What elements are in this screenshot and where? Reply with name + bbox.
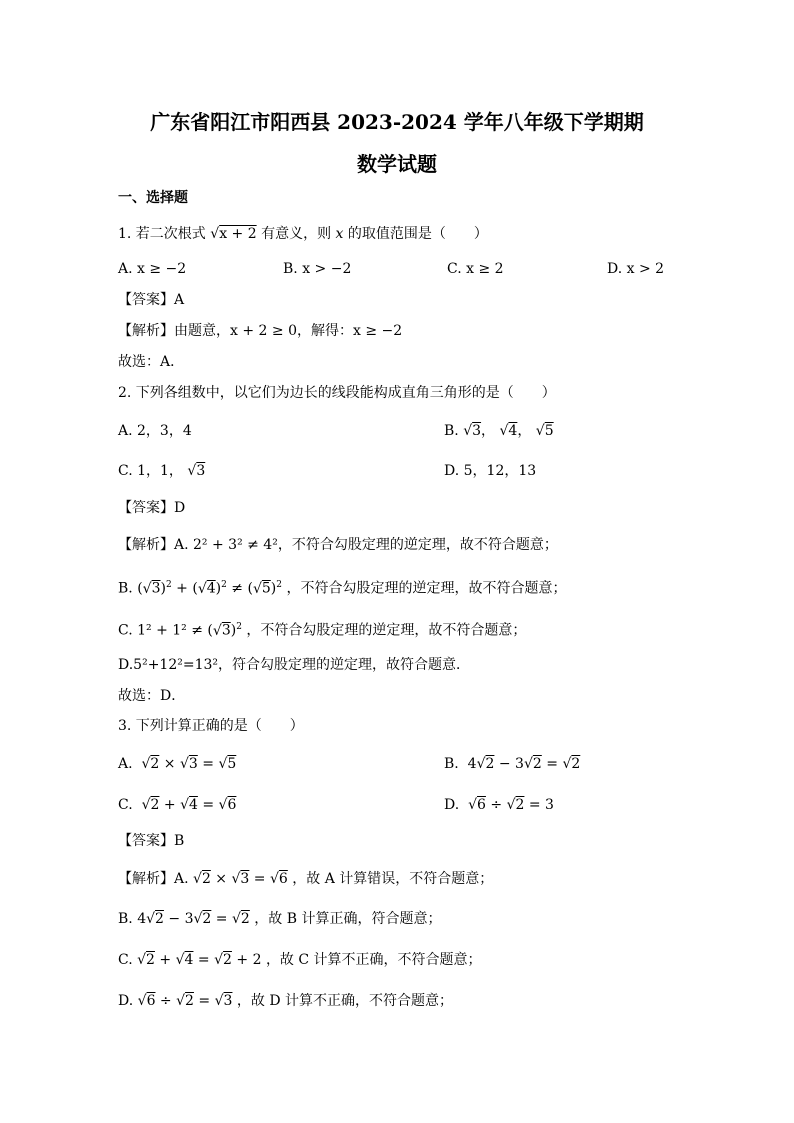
q3-option-d: D. √ 6 ÷ √ 2 = 3 <box>444 795 554 815</box>
q2-option-d: D. 5，12，13 <box>444 463 537 479</box>
q2-option-b-root1: 3 <box>472 423 482 439</box>
q3-answer: 【答案】B <box>118 833 185 849</box>
document-title-line2: 数学试题 <box>357 152 437 176</box>
q1-stem-pre: 1. 若二次根式 <box>118 226 206 242</box>
q1-answer: 【答案】A <box>118 292 185 308</box>
q1-stem <box>118 224 488 244</box>
q2-option-a: A. 2，3，4 <box>118 423 192 439</box>
q1-option-b: B. x > −2 <box>283 261 352 277</box>
q2-stem: 2. 下列各组数中，以它们为边长的线段能构成直角三角形的是（ ） <box>118 385 556 401</box>
q3-option-d-label: D. <box>444 797 460 813</box>
q3-option-c-label: C. <box>118 797 133 813</box>
q3-option-b: B. 4√ 2 − 3√ 2 = √ 2 <box>444 754 580 774</box>
q2-answer: 【答案】D <box>118 500 186 516</box>
q3-option-a-label: A. <box>118 756 133 772</box>
q2-analysis-b-pre: B. <box>118 580 133 597</box>
q2-option-b-root3: 5 <box>544 423 554 439</box>
q2-option-c-pre: C. 1，1， <box>118 463 183 479</box>
q3-analysis-a: 【解析】A. √ 2 × √ 3 = √ 6 ，故 A 计算错误，不符合题意； <box>118 869 493 889</box>
document-title-line1: 广东省阳江市阳西县 2023-2024 学年八年级下学期期 <box>150 110 644 134</box>
q3-option-a: A. √ 2 × √ 3 = √ 5 <box>118 754 236 774</box>
q2-conclusion: 故选：D． <box>118 688 186 704</box>
q2-analysis-b-post: ，不符合勾股定理的逆定理，故不符合题意； <box>286 580 567 597</box>
q3-stem: 3. 下列计算正确的是（ ） <box>118 718 304 734</box>
q1-variable: x <box>335 226 344 242</box>
q2-analysis-c-pre: C. 1² + 1² ≠ <box>118 622 203 639</box>
q1-stem-post: 有意义，则 <box>261 226 332 242</box>
q2-analysis-c: C. 1² + 1² ≠ (√ 3)$^2$ ，不符合勾股定理的逆定理，故不符合题意； <box>118 617 526 641</box>
q2-option-b-label: B. <box>444 423 459 439</box>
q3-option-b-label: B. <box>444 756 459 772</box>
q3-analysis-d: D. √ 6 ÷ √ 2 = √ 3 ，故 D 计算不正确，不符合题意； <box>118 991 453 1011</box>
q2-analysis-c-post: ，不符合勾股定理的逆定理，故不符合题意； <box>246 622 527 639</box>
q3-analysis-d-post: ，故 D 计算不正确，不符合题意； <box>236 993 454 1009</box>
q3-analysis-b-post: ，故 B 计算正确，符合题意； <box>254 911 442 927</box>
q3-analysis-b: B. 4√ 2 − 3√ 2 = √ 2 ，故 B 计算正确，符合题意； <box>118 909 441 929</box>
q1-option-c: C. x ≥ 2 <box>447 261 504 277</box>
q2-option-b: B. √ 3， √ 4， √ 5 <box>444 421 554 441</box>
q3-analysis-d-pre: D. <box>118 993 134 1009</box>
section-heading: 一、选择题 <box>118 190 188 206</box>
q1-conclusion: 故选：A． <box>118 354 185 370</box>
q1-stem-end: 的取值范围是（ ） <box>347 226 488 242</box>
q2-analysis-d: D.5²+12²=13²，符合勾股定理的逆定理，故符合题意． <box>118 657 471 673</box>
q3-analysis-c: C. √ 2 + √ 4 = √ 2 + 2 ，故 C 计算不正确，不符合题意； <box>118 950 482 970</box>
q1-radical: x + 2 <box>219 226 257 242</box>
q2-option-b-root2: 4 <box>508 423 518 439</box>
q3-analysis-c-post: ，故 C 计算不正确，不符合题意； <box>265 952 482 968</box>
q2-option-c-root: 3 <box>196 463 206 479</box>
q2-analysis-a: 【解析】A. 2² + 3² ≠ 4²，不符合勾股定理的逆定理，故不符合题意； <box>118 537 558 553</box>
q3-analysis-a-post: ，故 A 计算错误，不符合题意； <box>292 871 494 887</box>
q2-option-c <box>118 461 205 481</box>
q3-analysis-c-pre: C. <box>118 952 133 968</box>
q2-analysis-b: B. (√ 3)$^2$ + (√ 4)$^2$ ≠ (√ 5)$^2$ ，不符合勾股定理的逆定理，故不符合题意； <box>118 575 566 599</box>
q3-option-c: C. √ 2 + √ 4 = √ 6 <box>118 795 236 815</box>
q1-option-d: D. x > 2 <box>607 261 665 277</box>
q3-analysis-a-pre: 【解析】A. <box>118 871 189 887</box>
q3-analysis-b-pre: B. <box>118 911 133 927</box>
q1-analysis: 【解析】由题意，x + 2 ≥ 0，解得：x ≥ −2 <box>118 323 403 339</box>
q1-option-a: A. x ≥ −2 <box>118 261 187 277</box>
